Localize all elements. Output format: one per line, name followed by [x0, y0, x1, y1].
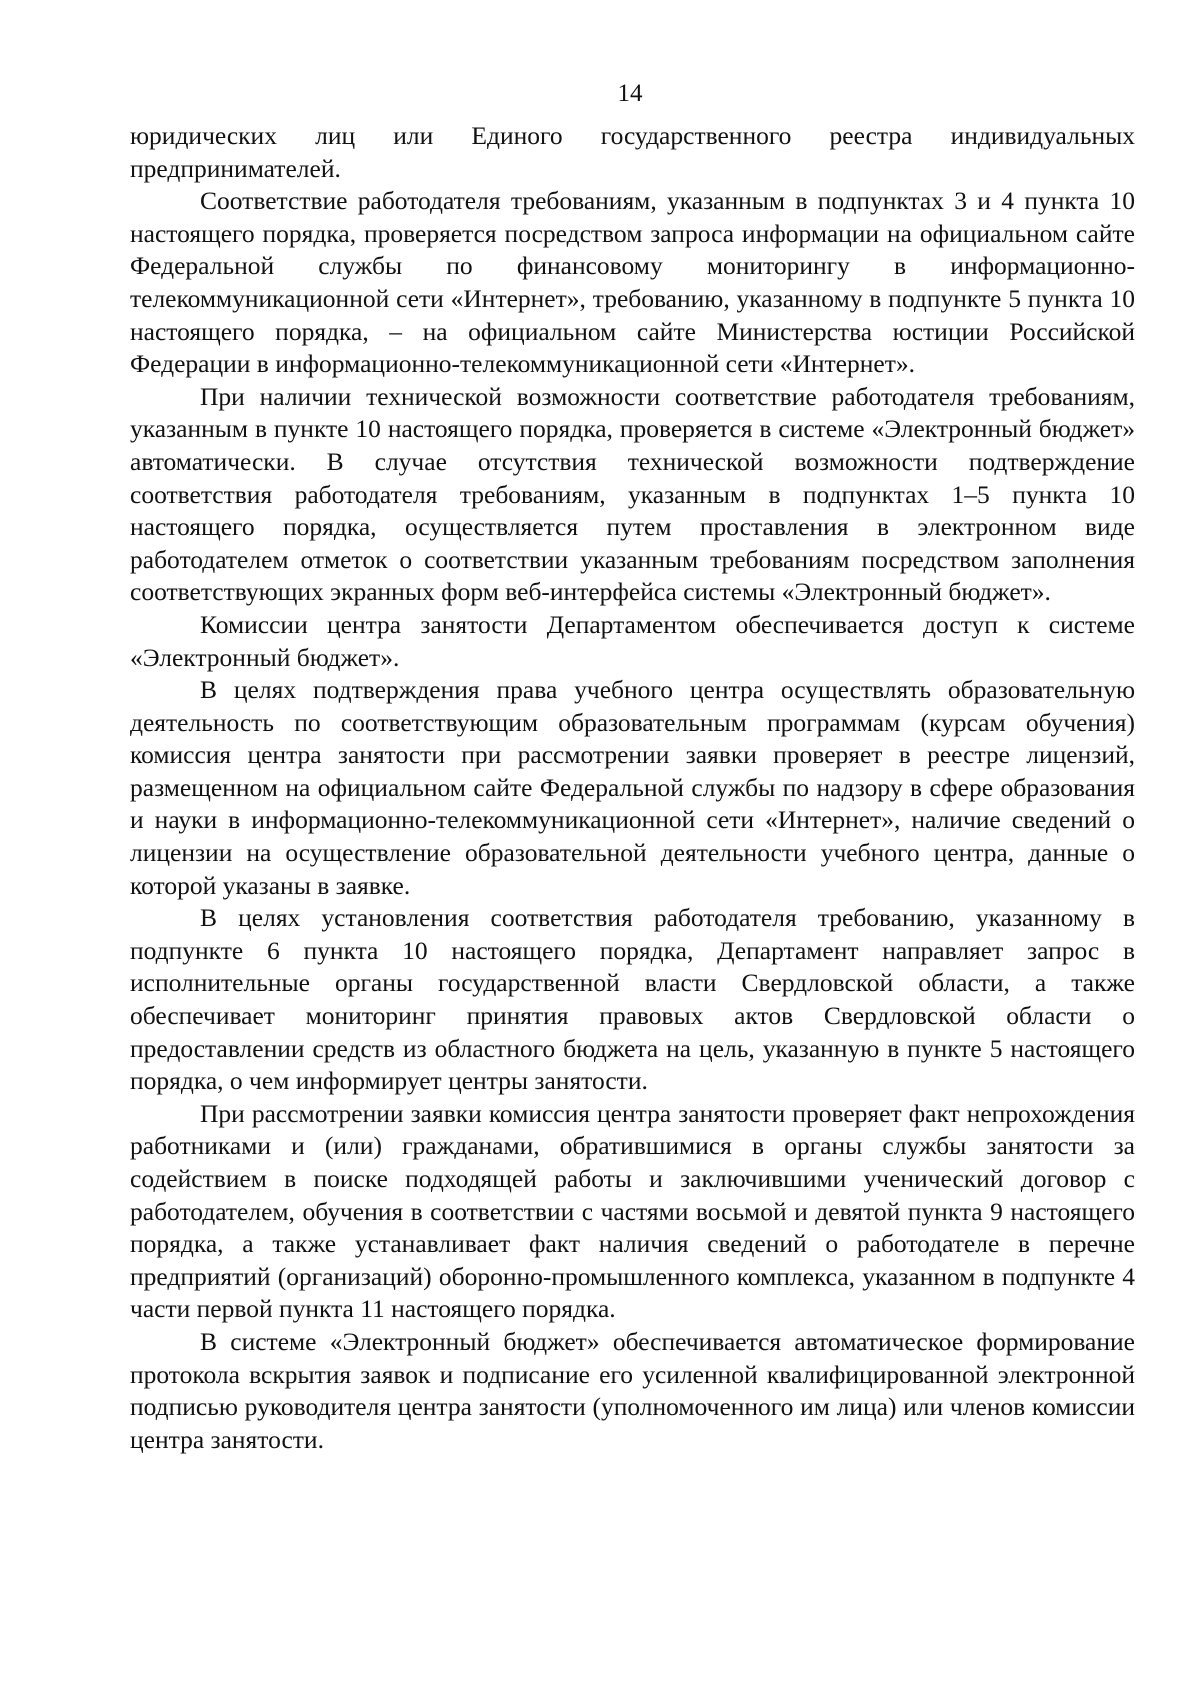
paragraph: юридических лиц или Единого государственного реестра индивидуальных предпринимателей.: [130, 121, 1135, 183]
paragraph: При наличии технической возможности соответствие работодателя требованиям, указанным в пункте 10 настоящего порядка, проверяется в системе «Электронный бюджет» автоматически. В случае отсутствия технической возможности подтверждение соответствия работодателя требованиям, указанным в подпунктах 1–5 пункта 10 настоящего порядка, осуществляется путем проставления в электронном виде работодателем отметок о соответствии указанным требованиям посредством заполнения соответствующих экранных форм веб-интерфейса системы «Электронный бюджет».: [130, 381, 1135, 607]
paragraph: Соответствие работодателя требованиям, указанным в подпунктах 3 и 4 пункта 10 настоящего порядка, проверяется посредством запроса информации на официальном сайте Федеральной службы по финансовому мониторингу в информационно-телекоммуникационной сети «Интернет», требованию, указанному в подпункте 5 пункта 10 настоящего порядка, – на официальном сайте Министерства юстиции Российской Федерации в информационно-телекоммуникационной сети «Интернет».: [130, 186, 1135, 379]
document-body: [130, 120, 1135, 1456]
paragraph: В целях установления соответствия работодателя требованию, указанному в подпункте 6 пункта 10 настоящего порядка, Департамент направляет запрос в исполнительные органы государственной власти Свердловской области, а также обеспечивает мониторинг принятия правовых актов Свердловской области о предоставлении средств из областного бюджета на цель, указанную в пункте 5 настоящего порядка, о чем информирует центры занятости.: [130, 903, 1135, 1096]
paragraph: При рассмотрении заявки комиссия центра занятости проверяет факт непрохождения работниками и (или) гражданами, обратившимися в органы службы занятости за содействием в поиске подходящей работы и заключившими ученический договор с работодателем, обучения в соответствии с частями восьмой и девятой пункта 9 настоящего порядка, а также устанавливает факт наличия сведений о работодателе в перечне предприятий (организаций) оборонно-промышленного комплекса, указанном в подпункте 4 части первой пункта 11 настоящего порядка.: [130, 1098, 1135, 1324]
page-number: 14: [617, 80, 643, 107]
paragraph: В системе «Электронный бюджет» обеспечивается автоматическое формирование протокола вскрытия заявок и подписание его усиленной квалифицированной электронной подписью руководителя центра занятости (уполномоченного им лица) или членов комиссии центра занятости.: [130, 1326, 1135, 1454]
paragraph: В целях подтверждения права учебного центра осуществлять образовательную деятельность по соответствующим образовательным программам (курсам обучения) комиссия центра занятости при рассмотрении заявки проверяет в реестре лицензий, размещенном на официальном сайте Федеральной службы по надзору в сфере образования и науки в информационно-телекоммуникационной сети «Интернет», наличие сведений о лицензии на осуществление образовательной деятельности учебного центра, данные о которой указаны в заявке.: [130, 675, 1135, 900]
paragraph: Комиссии центра занятости Департаментом обеспечивается доступ к системе «Электронный бюджет».: [130, 609, 1135, 672]
